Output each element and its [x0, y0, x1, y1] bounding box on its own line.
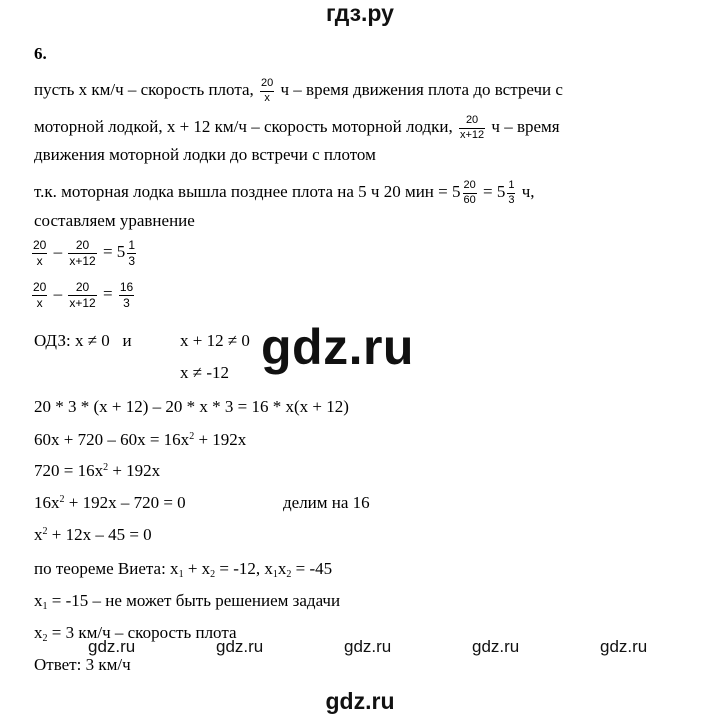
text-line-4 [34, 180, 535, 206]
exponent: 2 [42, 526, 48, 537]
numerator: 20 [33, 238, 47, 252]
numerator: 1 [128, 238, 135, 252]
minus: – [53, 242, 63, 261]
denominator: 3 [123, 295, 130, 310]
text: = 5 [483, 181, 506, 201]
answer-line: Ответ: 3 км/ч [34, 655, 131, 674]
small-watermark: gdz.ru [88, 637, 136, 656]
step-line-2 [34, 431, 246, 448]
step-line-1: 20 * 3 * (x + 12) – 20 * x * 3 = 16 * x(x + 12) [34, 397, 349, 416]
subscript: 2 [286, 569, 292, 580]
text: = -12, x [215, 559, 273, 578]
text: ч – время [491, 116, 560, 136]
equals: = [102, 284, 113, 303]
text: моторной лодкой, x + 12 км/ч – скорость моторной лодки, [34, 116, 453, 136]
denominator: x+12 [69, 295, 96, 310]
text: = -45 [291, 559, 333, 578]
subscript: 2 [42, 633, 48, 644]
minus: – [53, 284, 63, 303]
text: + 192x – 720 = 0 [64, 493, 186, 512]
subscript: 1 [272, 569, 278, 580]
denominator: 3 [508, 193, 515, 206]
text: x [34, 591, 43, 610]
small-watermark: gdz.ru [216, 637, 264, 656]
text: = -15 – не может быть решением задачи [47, 591, 341, 610]
fraction-20-x12 [68, 281, 96, 309]
fraction-20-x [260, 78, 274, 104]
odz-result: x ≠ -12 [180, 363, 229, 382]
text-line-2 [34, 115, 560, 141]
numerator: 20 [459, 115, 485, 129]
numerator: 16 [119, 280, 134, 294]
exponent: 2 [103, 462, 109, 473]
text: + 12x – 45 = 0 [47, 525, 152, 544]
exponent: 2 [59, 494, 65, 505]
top-watermark: гдз.ру [326, 0, 394, 26]
subscript: 1 [42, 601, 48, 612]
numerator: 20 [68, 281, 96, 296]
small-watermark: gdz.ru [600, 637, 648, 656]
equation-2 [30, 281, 136, 309]
text: ч, [521, 181, 535, 201]
text: x [277, 559, 287, 578]
text-line-5: составляем уравнение [34, 211, 195, 230]
text: т.к. моторная лодка вышла позднее плота на 5 ч 20 мин = 5 [34, 181, 461, 201]
text: x [34, 623, 43, 642]
root-2-line [34, 623, 237, 644]
small-watermark: gdz.ru [344, 637, 392, 656]
root-1-line [34, 591, 341, 612]
denominator: x [36, 253, 43, 268]
task-number: 6. [34, 44, 47, 63]
bottom-watermark: gdz.ru [325, 688, 395, 714]
fraction-16-3 [119, 281, 134, 309]
numerator: 20 [33, 280, 47, 294]
subscript: 2 [210, 569, 216, 580]
text: 720 = 16x [34, 461, 104, 480]
vieta-line [34, 559, 333, 580]
text: по теореме Виета: x [34, 559, 179, 578]
text: + 192x [108, 461, 161, 480]
text: 16x [34, 493, 60, 512]
denominator: 60 [463, 193, 476, 206]
numerator: 1 [507, 180, 515, 194]
denominator: x+12 [69, 253, 96, 268]
text: + x [183, 559, 211, 578]
denominator: x [36, 295, 43, 310]
denominator: 3 [128, 253, 135, 268]
numerator: 20 [463, 180, 477, 194]
numerator: 20 [260, 78, 274, 92]
text: + 192x [194, 430, 247, 449]
text: ч – время движения плота до встречи с [280, 79, 563, 99]
step-line-4 [34, 494, 186, 511]
exponent: 2 [189, 431, 195, 442]
text: 60x + 720 – 60x = 16x [34, 430, 190, 449]
fraction-20-x12 [68, 239, 96, 267]
subscript: 1 [178, 569, 184, 580]
fraction-1-3 [507, 180, 515, 206]
numerator: 20 [68, 239, 96, 254]
equation-1 [30, 239, 138, 267]
divide-note: делим на 16 [283, 493, 370, 512]
fraction-20-x [32, 281, 47, 309]
step-line-3 [34, 462, 160, 479]
equals: = 5 [102, 242, 126, 261]
fraction-20-60 [463, 180, 477, 206]
fraction-1-3 [127, 239, 136, 267]
small-watermark: gdz.ru [472, 637, 520, 656]
text: пусть x км/ч – скорость плота, [34, 79, 254, 99]
denominator: x+12 [459, 128, 485, 141]
denominator: x [264, 91, 270, 104]
fraction-20-x [32, 239, 47, 267]
odz-condition: x + 12 ≠ 0 [180, 331, 250, 350]
text: = 3 км/ч – скорость плота [47, 623, 237, 642]
text: x [34, 525, 43, 544]
center-watermark: gdz.ru [261, 319, 414, 375]
text-line-1 [34, 78, 563, 104]
step-line-5 [34, 526, 152, 543]
odz-line: ОДЗ: x ≠ 0 и [34, 331, 132, 350]
fraction-20-x12 [459, 115, 485, 141]
text-line-3: движения моторной лодки до встречи с плотом [34, 145, 376, 164]
